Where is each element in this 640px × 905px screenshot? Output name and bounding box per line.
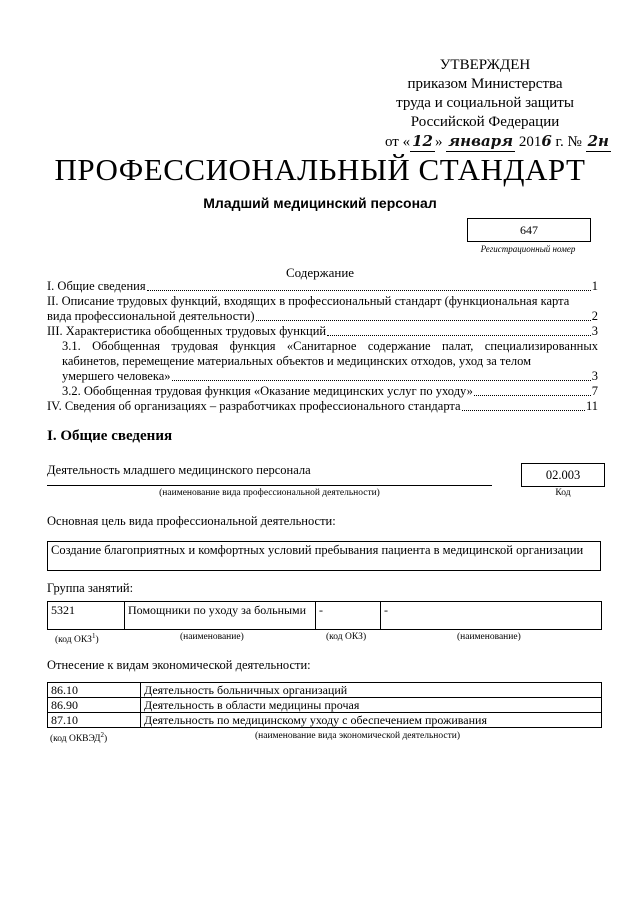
table-row [48,698,602,713]
toc-item-text: IV. Сведения об организациях – разработчиках профессионального стандарта [47,399,461,413]
toc-item-text-cont: вида профессиональной деятельности) [47,309,255,323]
table-row [48,683,602,698]
table-row [48,602,602,630]
approval-line-3: труда и социальной защиты [396,95,574,111]
occ-code-2: - [316,602,381,630]
registration-number-box: 647 [467,218,591,242]
activity-name: Деятельность младшего медицинского персонала [47,463,311,477]
econ-name: Деятельность в области медицины прочая [141,698,602,713]
occ-code-1: 5321 [48,602,125,630]
page-subtitle: Младший медицинский персонал [203,195,437,211]
occ-caption-code-2: (код ОКЗ) [326,632,367,642]
section-heading: I. Общие сведения [47,428,173,444]
econ-name: Деятельность больничных организаций [141,683,602,698]
handwritten-month: января [448,132,514,150]
econ-name: Деятельность по медицинскому уходу с обеспечением проживания [141,713,602,728]
economic-activity-label: Отнесение к видам экономической деятельности: [47,658,311,672]
toc-page: 1 [591,279,598,293]
table-row [48,713,602,728]
toc-item-text-cont: умершего человека» [62,369,171,383]
toc-page: 2 [591,309,598,323]
toc-item-text: II. Описание трудовых функций, входящих в профессиональный стандарт (функциональная карта [47,294,570,308]
toc-page: 11 [585,399,598,413]
occ-name-1: Помощники по уходу за больными [125,602,316,630]
toc-page: 3 [591,369,598,383]
date-suffix: г. № [555,134,582,150]
occ-caption-name-2: (наименование) [457,632,521,642]
handwritten-year-digit: 6 [541,132,552,150]
handwritten-day: 12 [412,132,433,150]
occ-name-2: - [381,602,602,630]
toc-item-3[interactable] [47,324,598,339]
toc-leader [327,335,591,336]
toc-page: 7 [591,384,598,398]
toc-item-text: I. Общие сведения [47,279,146,293]
econ-caption-code: (код ОКВЭД$^2$) [50,731,108,745]
occupation-group-table [47,601,602,630]
approval-line-2: приказом Министерства [407,76,563,92]
approval-line-1: УТВЕРЖДЕН [439,57,531,73]
toc-item-4[interactable] [47,339,598,384]
goal-label: Основная цель вида профессиональной деятельности: [47,514,336,528]
table-of-contents [47,279,598,414]
date-prefix: от « [385,134,411,150]
occ-caption-name: (наименование) [180,632,244,642]
toc-heading: Содержание [285,265,355,280]
toc-item-5[interactable] [47,384,598,399]
toc-page: 3 [591,324,598,338]
econ-code: 86.10 [48,683,141,698]
econ-code: 86.90 [48,698,141,713]
toc-item-2[interactable] [47,294,598,324]
handwritten-order-number: 2н [587,132,609,150]
activity-underline [47,485,492,486]
econ-caption-name: (наименование вида экономической деятельности) [255,731,460,741]
toc-leader [172,380,591,381]
toc-leader [256,320,591,321]
page-title: ПРОФЕССИОНАЛЬНЫЙ СТАНДАРТ [54,152,586,187]
approval-line-4: Российской Федерации [410,114,560,130]
econ-code: 87.10 [48,713,141,728]
toc-leader [147,290,591,291]
toc-leader [462,410,585,411]
approval-date-line [385,132,609,152]
toc-item-text: III. Характеристика обобщенных трудовых функций [47,324,327,338]
activity-code-box: 02.003 [521,463,605,487]
toc-item-1[interactable] [47,279,598,294]
goal-box: Создание благоприятных и комфортных условий пребывания пациента в медицинской организации [47,541,601,571]
year-prefix: 201 [518,134,542,150]
registration-number-label: Регистрационный номер [480,244,576,254]
activity-caption: (наименование вида профессиональной деятельности) [159,488,380,498]
toc-item-6[interactable] [47,399,598,414]
approval-block [385,56,609,152]
toc-leader [474,395,591,396]
toc-item-text: 3.1. Обобщенная трудовая функция «Санитарное содержание палат, специализированных кабинетов, перемещение материальных объектов и медицинских отходов, уход за телом [62,339,598,368]
date-mid: » [434,134,443,150]
toc-item-text: 3.2. Обобщенная трудовая функция «Оказание медицинских услуг по уходу» [62,384,473,398]
occ-caption-code: (код ОКЗ$^1$) [55,632,99,646]
occupation-group-label: Группа занятий: [47,581,134,595]
economic-activity-table [47,682,602,728]
activity-code-caption: Код [555,488,571,498]
